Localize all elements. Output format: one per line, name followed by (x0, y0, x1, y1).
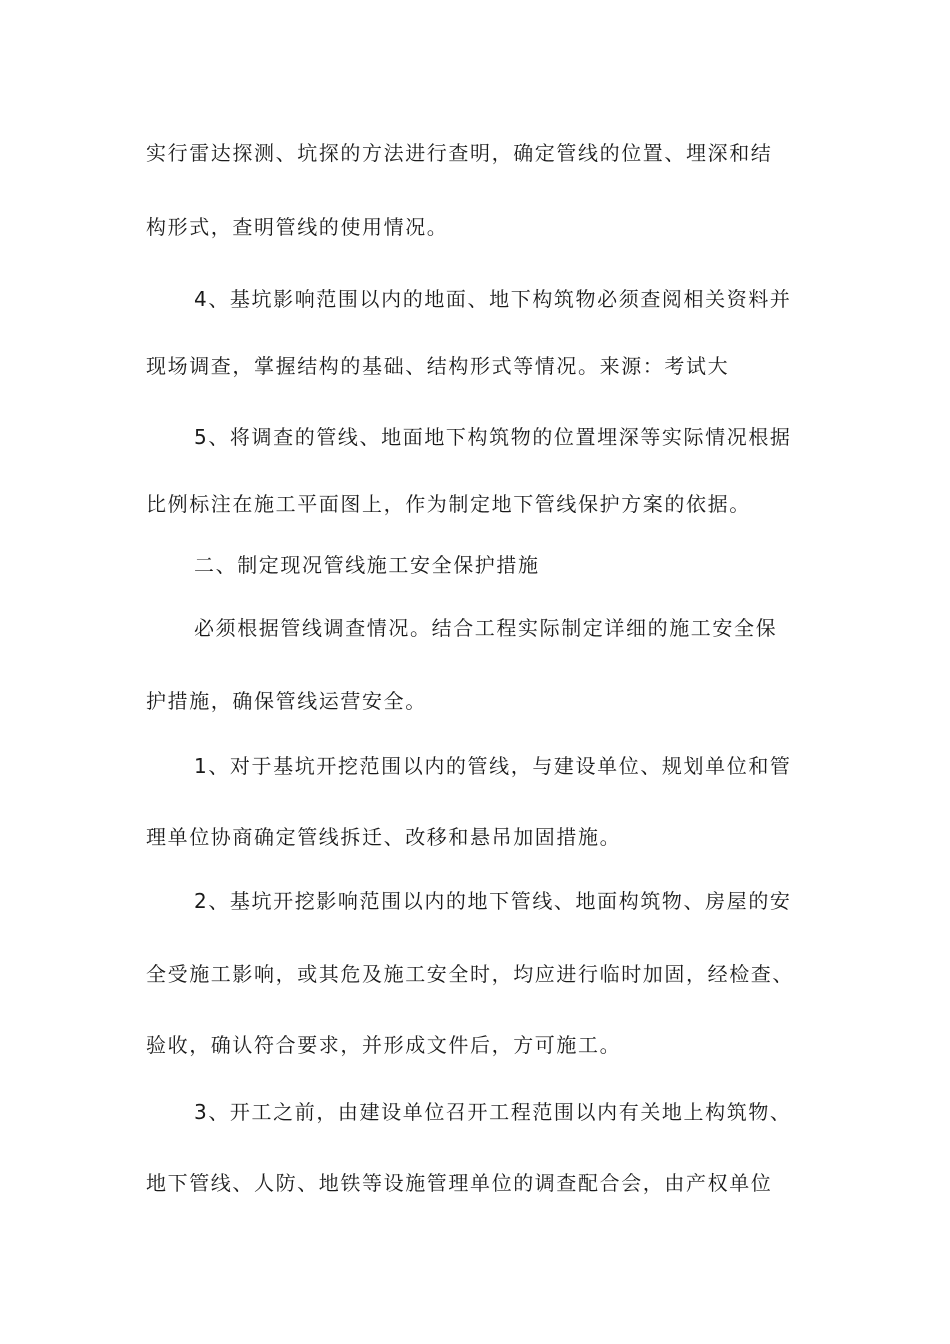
paragraph-line: 护措施，确保管线运营安全。 (146, 689, 427, 713)
paragraph-line: 现场调查，掌握结构的基础、结构形式等情况。来源：考试大 (146, 354, 730, 378)
section-heading: 二、制定现况管线施工安全保护措施 (194, 553, 540, 577)
paragraph-line: 必须根据管线调查情况。结合工程实际制定详细的施工安全保 (194, 616, 778, 640)
paragraph-line: 验收，确认符合要求，并形成文件后，方可施工。 (146, 1033, 622, 1057)
paragraph-line: 比例标注在施工平面图上，作为制定地下管线保护方案的依据。 (146, 492, 751, 516)
paragraph-line: 实行雷达探测、坑探的方法进行查明，确定管线的位置、埋深和结 (146, 141, 773, 165)
paragraph-line: 4、基坑影响范围以内的地面、地下构筑物必须查阅相关资料并 (194, 287, 792, 311)
paragraph-line: 1、对于基坑开挖范围以内的管线，与建设单位、规划单位和管 (194, 754, 792, 778)
paragraph-line: 2、基坑开挖影响范围以内的地下管线、地面构筑物、房屋的安 (194, 889, 792, 913)
paragraph-line: 全受施工影响，或其危及施工安全时，均应进行临时加固，经检查、 (146, 962, 794, 986)
paragraph-line: 3、开工之前，由建设单位召开工程范围以内有关地上构筑物、 (194, 1100, 792, 1124)
paragraph-line: 构形式，查明管线的使用情况。 (146, 215, 449, 239)
paragraph-line: 5、将调查的管线、地面地下构筑物的位置埋深等实际情况根据 (194, 425, 792, 449)
paragraph-line: 理单位协商确定管线拆迁、改移和悬吊加固措施。 (146, 825, 622, 849)
paragraph-line: 地下管线、人防、地铁等设施管理单位的调查配合会，由产权单位 (146, 1171, 773, 1195)
